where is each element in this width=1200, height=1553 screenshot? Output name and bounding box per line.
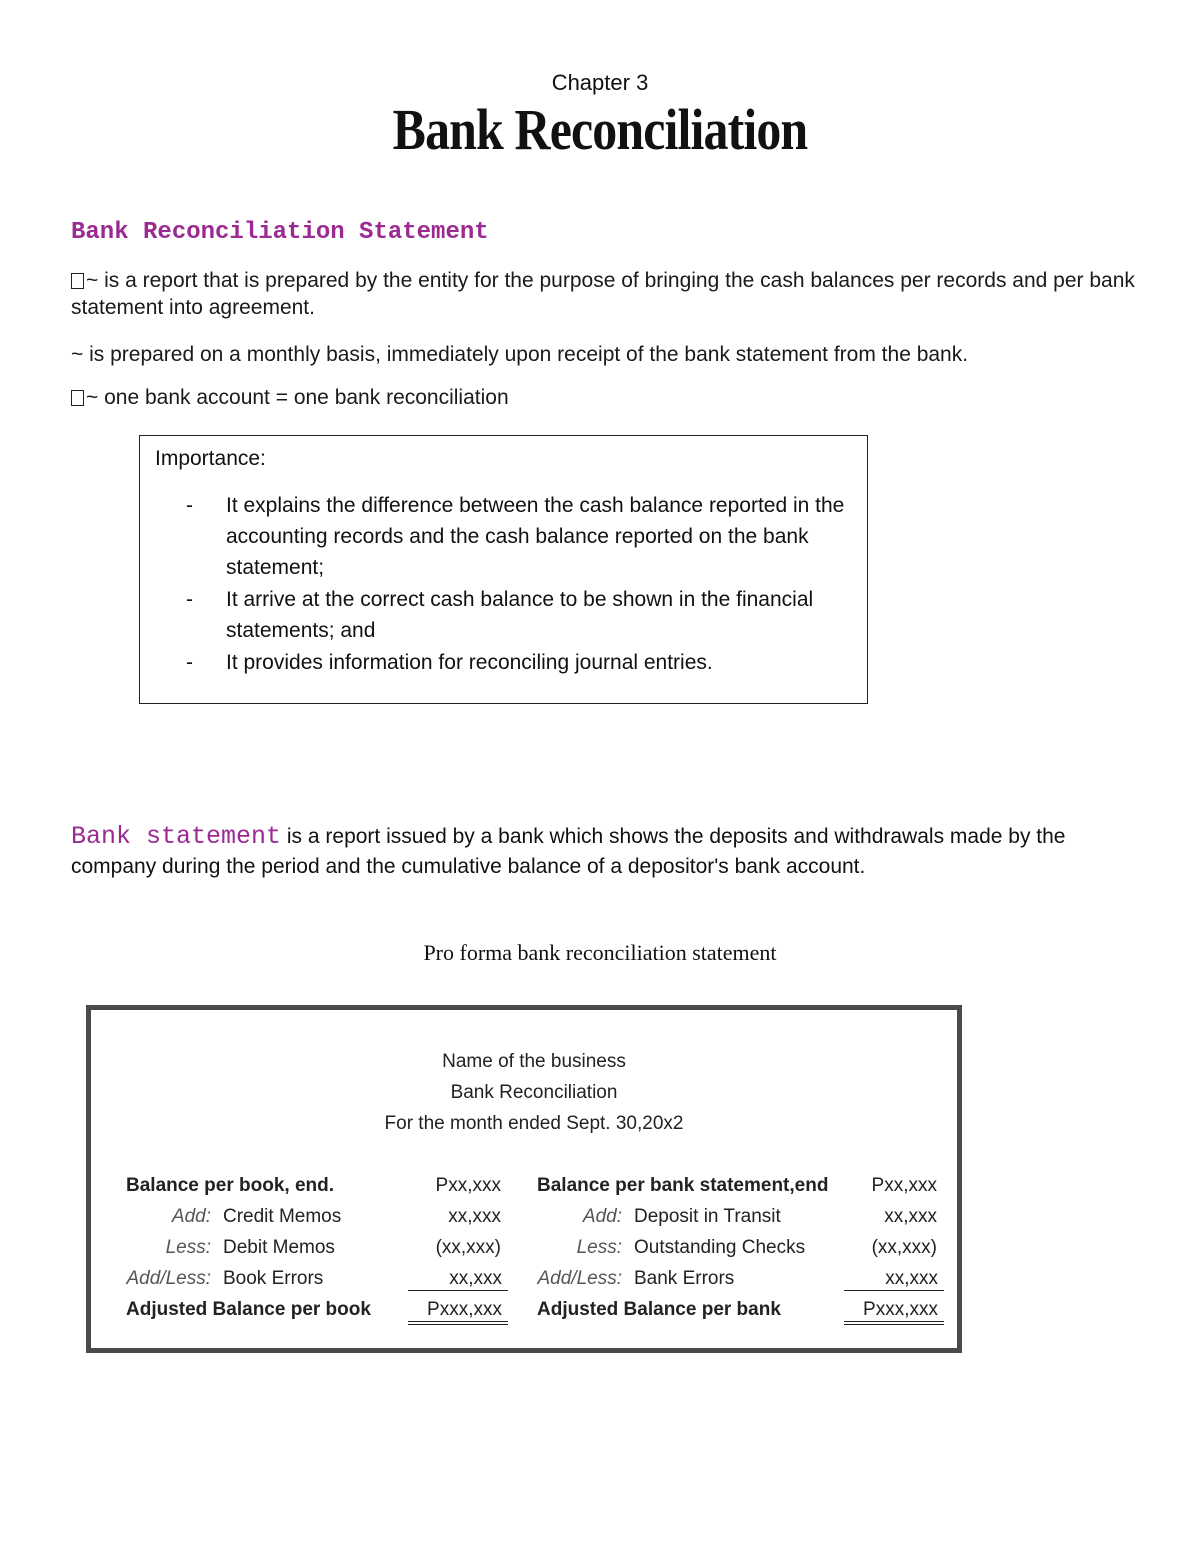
bank-addless-value: xx,xxx <box>844 1268 944 1291</box>
book-addless-prefix: Add/Less: <box>126 1268 211 1289</box>
book-less-value: (xx,xxx) <box>435 1237 501 1258</box>
page-title: Bank Reconciliation <box>392 97 808 162</box>
bank-balance-label: Balance per bank statement,end <box>537 1175 829 1196</box>
statement-period: For the month ended Sept. 30,20x2 <box>384 1113 684 1134</box>
bank-statement-definition: is a report issued by a bank which shows the deposits and withdrawals made by the company during the period and the cumulative balance of a depositor's bank account. <box>71 825 1066 878</box>
proforma-statement <box>86 1005 962 1353</box>
book-less-label: Debit Memos <box>223 1237 335 1258</box>
book-add-label: Credit Memos <box>223 1206 342 1227</box>
book-add-value: xx,xxx <box>448 1206 501 1227</box>
proforma-caption: Pro forma bank reconciliation statement <box>423 940 777 965</box>
book-less-prefix: Less: <box>165 1237 211 1258</box>
bank-less-label: Outstanding Checks <box>634 1237 806 1258</box>
book-balance-label: Balance per book, end. <box>126 1175 334 1196</box>
bank-add-label: Deposit in Transit <box>634 1206 781 1227</box>
bank-less-prefix: Less: <box>576 1237 622 1258</box>
importance-title: Importance: <box>155 447 266 470</box>
section-heading: Bank Reconciliation Statement <box>71 219 489 246</box>
bank-addless-label: Bank Errors <box>634 1268 735 1289</box>
bank-statement-paragraph <box>71 822 1151 882</box>
book-adjusted-value: Pxxx,xxx <box>408 1299 508 1325</box>
checkbox-glyph-icon <box>71 273 84 289</box>
bank-add-value: xx,xxx <box>884 1206 937 1227</box>
definition-text-1: ~ is a report that is prepared by the entity for the purpose of bringing the cash balances per records and per bank statement into agreement. <box>71 269 1135 319</box>
importance-item <box>186 647 856 678</box>
bank-addless-prefix: Add/Less: <box>537 1268 622 1289</box>
book-add-prefix: Add: <box>171 1206 211 1227</box>
importance-list <box>186 490 856 679</box>
book-addless-value: xx,xxx <box>408 1268 508 1291</box>
book-balance-value: Pxx,xxx <box>435 1175 501 1196</box>
business-name: Name of the business <box>442 1051 626 1072</box>
chapter-label: Chapter 3 <box>551 70 649 95</box>
book-adjusted-label: Adjusted Balance per book <box>126 1299 371 1320</box>
importance-item-text: It explains the difference between the cash balance reported in the accounting records and the cash balance reported on the bank statement; <box>226 494 845 579</box>
bank-less-value: (xx,xxx) <box>871 1237 937 1258</box>
bank-adjusted-label: Adjusted Balance per bank <box>537 1299 781 1320</box>
bank-add-prefix: Add: <box>582 1206 622 1227</box>
definition-paragraph-2: ~ is prepared on a monthly basis, immediately upon receipt of the bank statement from the bank. <box>71 343 969 366</box>
statement-title: Bank Reconciliation <box>450 1082 618 1103</box>
importance-box <box>139 435 868 704</box>
book-addless-label: Book Errors <box>223 1268 324 1289</box>
importance-item-text: It provides information for reconciling journal entries. <box>226 651 713 674</box>
dash-bullet: - <box>186 588 193 611</box>
importance-item-text: It arrive at the correct cash balance to be shown in the financial statements; and <box>226 588 814 642</box>
bank-statement-term: Bank statement <box>71 822 282 851</box>
importance-item <box>186 490 856 583</box>
importance-item <box>186 584 856 646</box>
dash-bullet: - <box>186 651 193 674</box>
bank-balance-value: Pxx,xxx <box>871 1175 937 1196</box>
dash-bullet: - <box>186 494 193 517</box>
definition-paragraph-3 <box>71 384 1146 411</box>
bank-adjusted-value: Pxxx,xxx <box>844 1299 944 1325</box>
checkbox-glyph-icon <box>71 390 84 406</box>
definition-paragraph-1 <box>71 267 1146 321</box>
definition-text-3: ~ one bank account = one bank reconciliation <box>86 386 509 409</box>
